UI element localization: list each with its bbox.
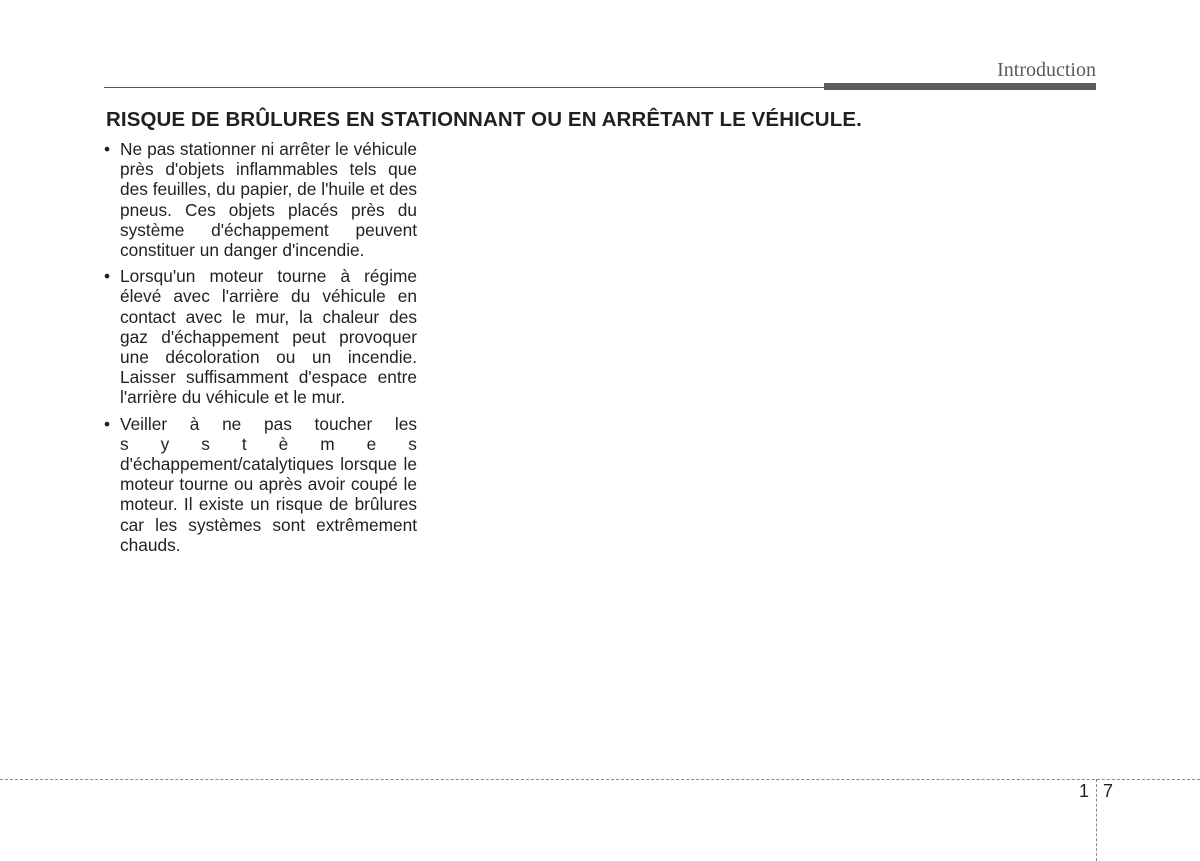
- page-number: 7: [1103, 781, 1114, 801]
- list-item: [104, 414, 417, 555]
- spaced-letter: s: [120, 433, 129, 454]
- bullet-text-start: Veiller à ne pas toucher les: [120, 413, 417, 434]
- bullet-text-end: d'échappement/catalytiques lorsque le moteur tourne ou après avoir coupé le moteur. Il existe un risque de brûlures car les systèmes sont extrêmement chauds.: [120, 454, 417, 555]
- bullet-text: Lorsqu'un moteur tourne à régime élevé avec l'arrière du véhicule en contact avec le mur, la chaleur des gaz d'échappement peut provoquer une décoloration ou un incendie. Laisser suffisamment d'espace entre l'arrière du véhicule et le mur.: [120, 266, 417, 408]
- spaced-letter: m: [320, 433, 335, 454]
- spaced-letter: t: [241, 433, 247, 454]
- spaced-letter: s: [408, 433, 417, 454]
- bullet-icon: •: [104, 139, 111, 159]
- spaced-letter: y: [160, 433, 170, 454]
- spaced-letter: s: [201, 433, 210, 454]
- header-accent-bar: [824, 83, 1096, 90]
- warning-list: [104, 139, 417, 561]
- footer-rule: [0, 779, 1200, 780]
- spaced-letter: e: [366, 433, 377, 454]
- header-rule: [104, 87, 824, 88]
- section-name: Introduction: [997, 59, 1096, 81]
- footer-divider: [1096, 779, 1097, 861]
- list-item: [104, 139, 417, 260]
- bullet-icon: •: [104, 413, 111, 434]
- page-title: RISQUE DE BRÛLURES EN STATIONNANT OU EN ARRÊTANT LE VÉHICULE.: [106, 108, 862, 131]
- bullet-text: Ne pas stationner ni arrêter le véhicule près d'objets inflammables tels que des feuilles, du papier, de l'huile et des pneus. Ces objets placés près du système d'échappement peuvent constituer un danger d'incendie.: [120, 139, 417, 261]
- spaced-word: [120, 434, 417, 454]
- list-item: [104, 266, 417, 407]
- chapter-number: 1: [1079, 781, 1090, 801]
- spaced-letter: è: [278, 433, 289, 454]
- bullet-icon: •: [104, 266, 111, 287]
